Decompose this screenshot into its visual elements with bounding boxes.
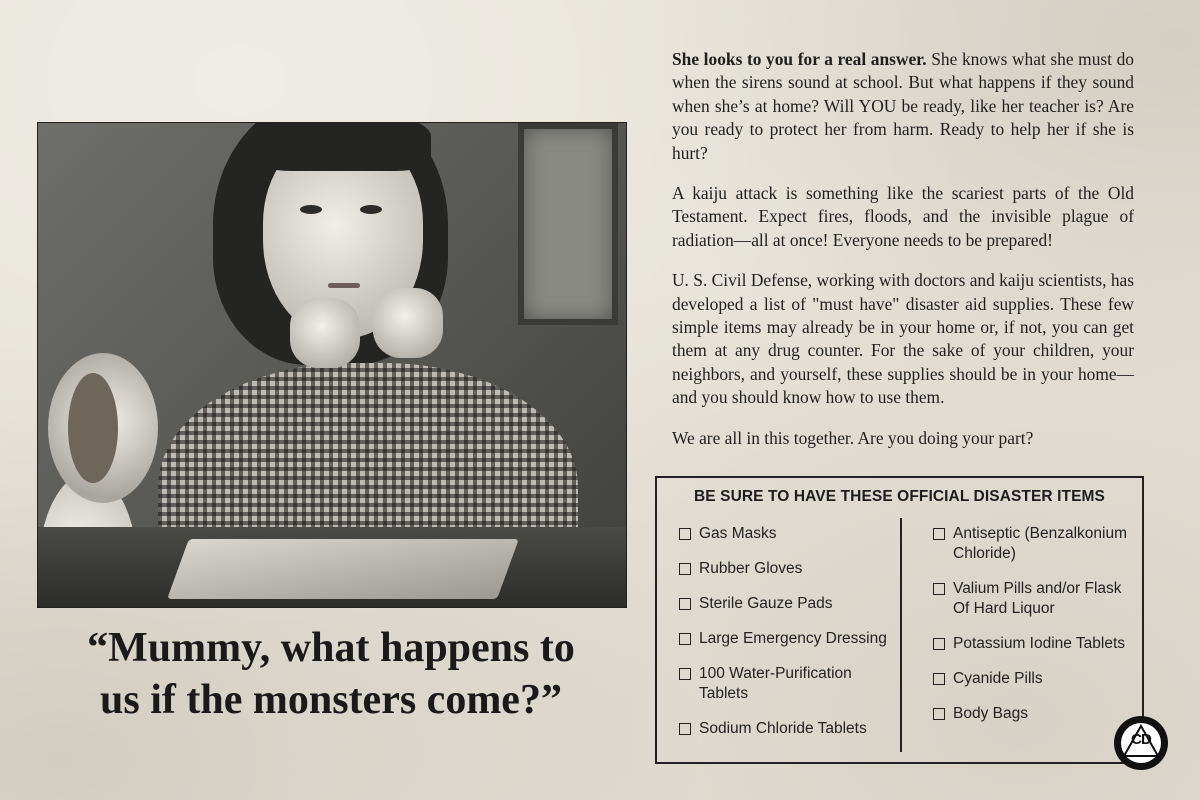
photo-girl-mouth [328,283,360,288]
paragraph-1-lead: She looks to you for a real answer. [672,49,927,69]
headline-quote [37,622,625,726]
photo-girl-hand-left [290,298,360,368]
checklist-item-label: Sterile Gauze Pads [699,595,833,612]
checklist-item-label: Cyanide Pills [953,670,1043,687]
checklist-item-label: Gas Masks [699,525,777,542]
checkbox-icon [933,528,945,540]
checklist-item [933,704,1028,724]
checklist-item [933,634,1125,654]
headline-quote-line-2: us if the monsters come?” [100,677,562,723]
checklist-item [679,594,833,614]
checklist-item [679,524,777,544]
photo-girl-with-dog [37,122,627,608]
checkbox-icon [933,708,945,720]
body-copy [672,48,1134,467]
checkbox-icon [679,598,691,610]
checklist-item-label: Rubber Gloves [699,560,803,577]
checklist-item-label: Sodium Chloride Tablets [699,720,867,737]
disaster-items-checklist [655,476,1144,764]
checklist-item [679,719,867,739]
checklist-item-label: Body Bags [953,705,1028,722]
photo-girl-bangs [256,122,431,171]
paragraph-1 [672,48,1134,165]
civil-defense-logo-icon [1114,716,1168,770]
photo-toy-dog-ear [68,373,118,483]
checklist-item-label: Valium Pills and/or Flask Of Hard Liquor [953,580,1122,617]
checklist-item [933,579,1133,619]
checklist-item-label: 100 Water-Purification Tablets [699,665,852,702]
photo-window [518,123,618,325]
checkbox-icon [679,633,691,645]
photo-girl-eye-right [360,205,382,214]
checkbox-icon [933,673,945,685]
checkbox-icon [933,583,945,595]
checkbox-icon [679,668,691,680]
checklist-divider [900,518,902,752]
checklist-item [933,524,1133,564]
photo-girl-hand-right [373,288,443,358]
paragraph-1-rest: She knows what she must do when the sirens sound at school. But what happens if they sound when she’s at home? Will YOU be ready, like her teacher is? Are you ready to protect her from harm. Ready to help her if she is hurt? [672,49,1134,163]
photo-girl-eye-left [300,205,322,214]
checkbox-icon [679,528,691,540]
checkbox-icon [679,563,691,575]
checklist-item [933,669,1043,689]
paragraph-2: A kaiju attack is something like the scariest parts of the Old Testament. Expect fires, floods, and the invisible plague of radiation—all at once! Everyone needs to be prepared! [672,183,1134,250]
paragraph-4: We are all in this together. Are you doing your part? [672,427,1034,448]
checkbox-icon [933,638,945,650]
headline-quote-line-1: “Mummy, what happens to [87,625,575,671]
checklist-item-label: Antiseptic (Benzalkonium Chloride) [953,525,1128,562]
checklist-item-label: Large Emergency Dressing [699,630,887,647]
checklist-item [679,559,802,579]
checklist-item [679,629,887,649]
checklist-item [679,664,869,704]
checklist-item-label: Potassium Iodine Tablets [953,635,1126,652]
paragraph-3: U. S. Civil Defense, working with doctors and kaiju scientists, has developed a list of "must have" disaster aid supplies. These few simple items may already be in your home or, if not, you can get them at any drug counter. For the sake of your children, your neighbors, and yourself, these supplies should be in your home—and you should know how to use them. [672,270,1134,408]
civil-defense-logo-text: CD [1131,731,1151,748]
checklist-title: BE SURE TO HAVE THESE OFFICIAL DISASTER ITEMS [694,488,1105,505]
photo-open-book [167,539,519,599]
checkbox-icon [679,723,691,735]
